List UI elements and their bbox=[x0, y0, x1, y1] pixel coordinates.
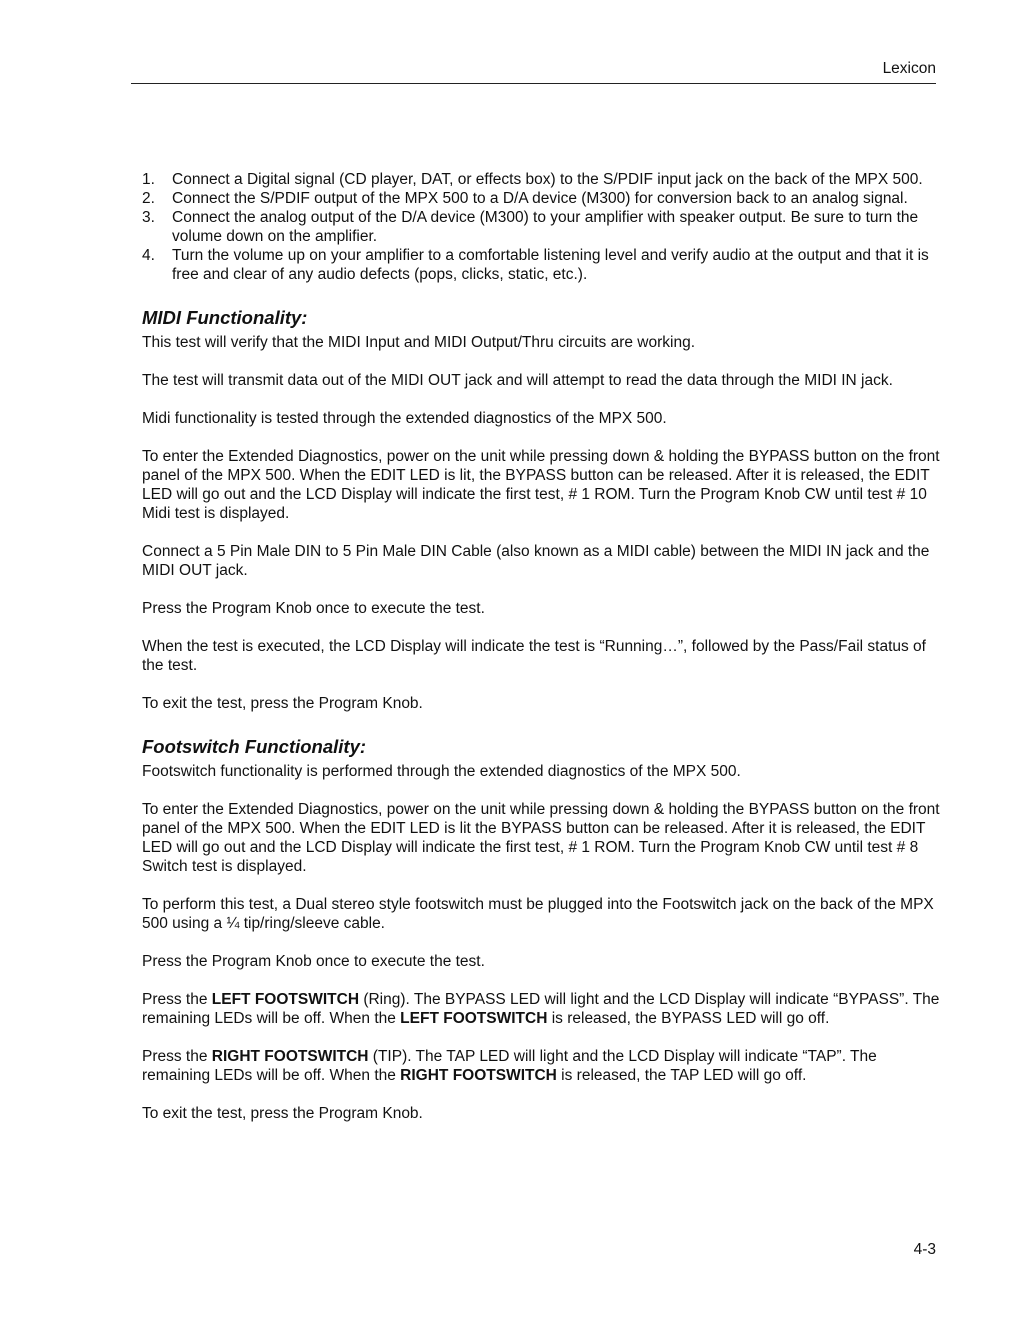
footswitch-paragraph: To exit the test, press the Program Knob. bbox=[142, 1105, 423, 1122]
list-item-text: Connect the S/PDIF output of the MPX 500 to a D/A device (M300) for conversion back to an analog signal. bbox=[172, 190, 908, 207]
bold-term: RIGHT FOOTSWITCH bbox=[400, 1067, 557, 1084]
list-item-number: 2. bbox=[142, 190, 155, 207]
list-item bbox=[142, 170, 942, 189]
test-steps-list bbox=[142, 170, 942, 284]
list-item-text: Turn the volume up on your amplifier to a comfortable listening level and verify audio at the output and that it is free and clear of any audio defects (pops, clicks, static, etc.). bbox=[172, 247, 929, 283]
page-header-brand: Lexicon bbox=[882, 60, 936, 77]
midi-paragraph: When the test is executed, the LCD Display will indicate the test is “Running…”, followed by the Pass/Fail status of the test. bbox=[142, 638, 926, 674]
footswitch-section-heading: Footswitch Functionality: bbox=[142, 736, 367, 757]
list-item-text: Connect the analog output of the D/A device (M300) to your amplifier with speaker output. Be sure to turn the volume down on the amplifier. bbox=[172, 209, 919, 245]
text-run: Press the bbox=[142, 1048, 212, 1065]
bold-term: RIGHT FOOTSWITCH bbox=[211, 1048, 369, 1065]
text-run: is released, the TAP LED will go off. bbox=[556, 1067, 807, 1084]
list-item bbox=[142, 208, 942, 246]
header-divider bbox=[131, 83, 936, 84]
page-number: 4-3 bbox=[913, 1241, 936, 1258]
bold-term: LEFT FOOTSWITCH bbox=[211, 991, 360, 1008]
midi-paragraph: Midi functionality is tested through the extended diagnostics of the MPX 500. bbox=[142, 410, 667, 427]
footswitch-paragraph: Press the Program Knob once to execute the test. bbox=[142, 953, 485, 970]
midi-paragraph: Press the Program Knob once to execute the test. bbox=[142, 600, 485, 617]
footswitch-paragraph: Footswitch functionality is performed through the extended diagnostics of the MPX 500. bbox=[142, 763, 741, 780]
list-item bbox=[142, 246, 942, 284]
midi-paragraph: To exit the test, press the Program Knob. bbox=[142, 695, 423, 712]
page-content bbox=[142, 170, 942, 1123]
text-run: Press the bbox=[142, 991, 212, 1008]
text-run: is released, the BYPASS LED will go off. bbox=[547, 1010, 830, 1027]
bold-term: LEFT FOOTSWITCH bbox=[400, 1010, 548, 1027]
midi-section-heading: MIDI Functionality: bbox=[142, 307, 308, 328]
footswitch-paragraph: To perform this test, a Dual stereo style footswitch must be plugged into the Footswitch jack on the back of the MPX 500 using a ¼ tip/ring/sleeve cable. bbox=[142, 896, 934, 932]
list-item bbox=[142, 189, 942, 208]
footswitch-paragraph: To enter the Extended Diagnostics, power on the unit while pressing down & holding the BYPASS button on the front panel of the MPX 500. When the EDIT LED is lit the BYPASS button can be released. After it is released, the EDIT LED will go out and the LCD Display will indicate the first test, # 1 ROM. Turn the Program Knob CW until test # 8 Switch test is displayed. bbox=[142, 801, 940, 875]
list-item-number: 3. bbox=[142, 209, 155, 226]
list-item-number: 4. bbox=[142, 247, 155, 264]
left-footswitch-paragraph bbox=[142, 990, 942, 1028]
list-item-text: Connect a Digital signal (CD player, DAT, or effects box) to the S/PDIF input jack on the back of the MPX 500. bbox=[172, 171, 923, 188]
midi-paragraph: Connect a 5 Pin Male DIN to 5 Pin Male DIN Cable (also known as a MIDI cable) between the MIDI IN jack and the MIDI OUT jack. bbox=[142, 543, 930, 579]
midi-paragraph: This test will verify that the MIDI Input and MIDI Output/Thru circuits are working. bbox=[142, 334, 696, 351]
right-footswitch-paragraph bbox=[142, 1047, 942, 1085]
text-run: (TIP). The TAP LED will light and the LCD Display will indicate “TAP”. The remaining LEDs will be off. When the bbox=[142, 1048, 877, 1084]
midi-paragraph: The test will transmit data out of the MIDI OUT jack and will attempt to read the data through the MIDI IN jack. bbox=[142, 372, 893, 389]
midi-paragraph: To enter the Extended Diagnostics, power on the unit while pressing down & holding the BYPASS button on the front panel of the MPX 500. When the EDIT LED is lit, the BYPASS button can be released. After it is released, the EDIT LED will go out and the LCD Display will indicate the first test, # 1 ROM. Turn the Program Knob CW until test # 10 Midi test is displayed. bbox=[142, 448, 940, 522]
list-item-number: 1. bbox=[142, 171, 155, 188]
text-run: (Ring). The BYPASS LED will light and the LCD Display will indicate “BYPASS”. The remaining LEDs will be off. When the bbox=[142, 991, 940, 1027]
